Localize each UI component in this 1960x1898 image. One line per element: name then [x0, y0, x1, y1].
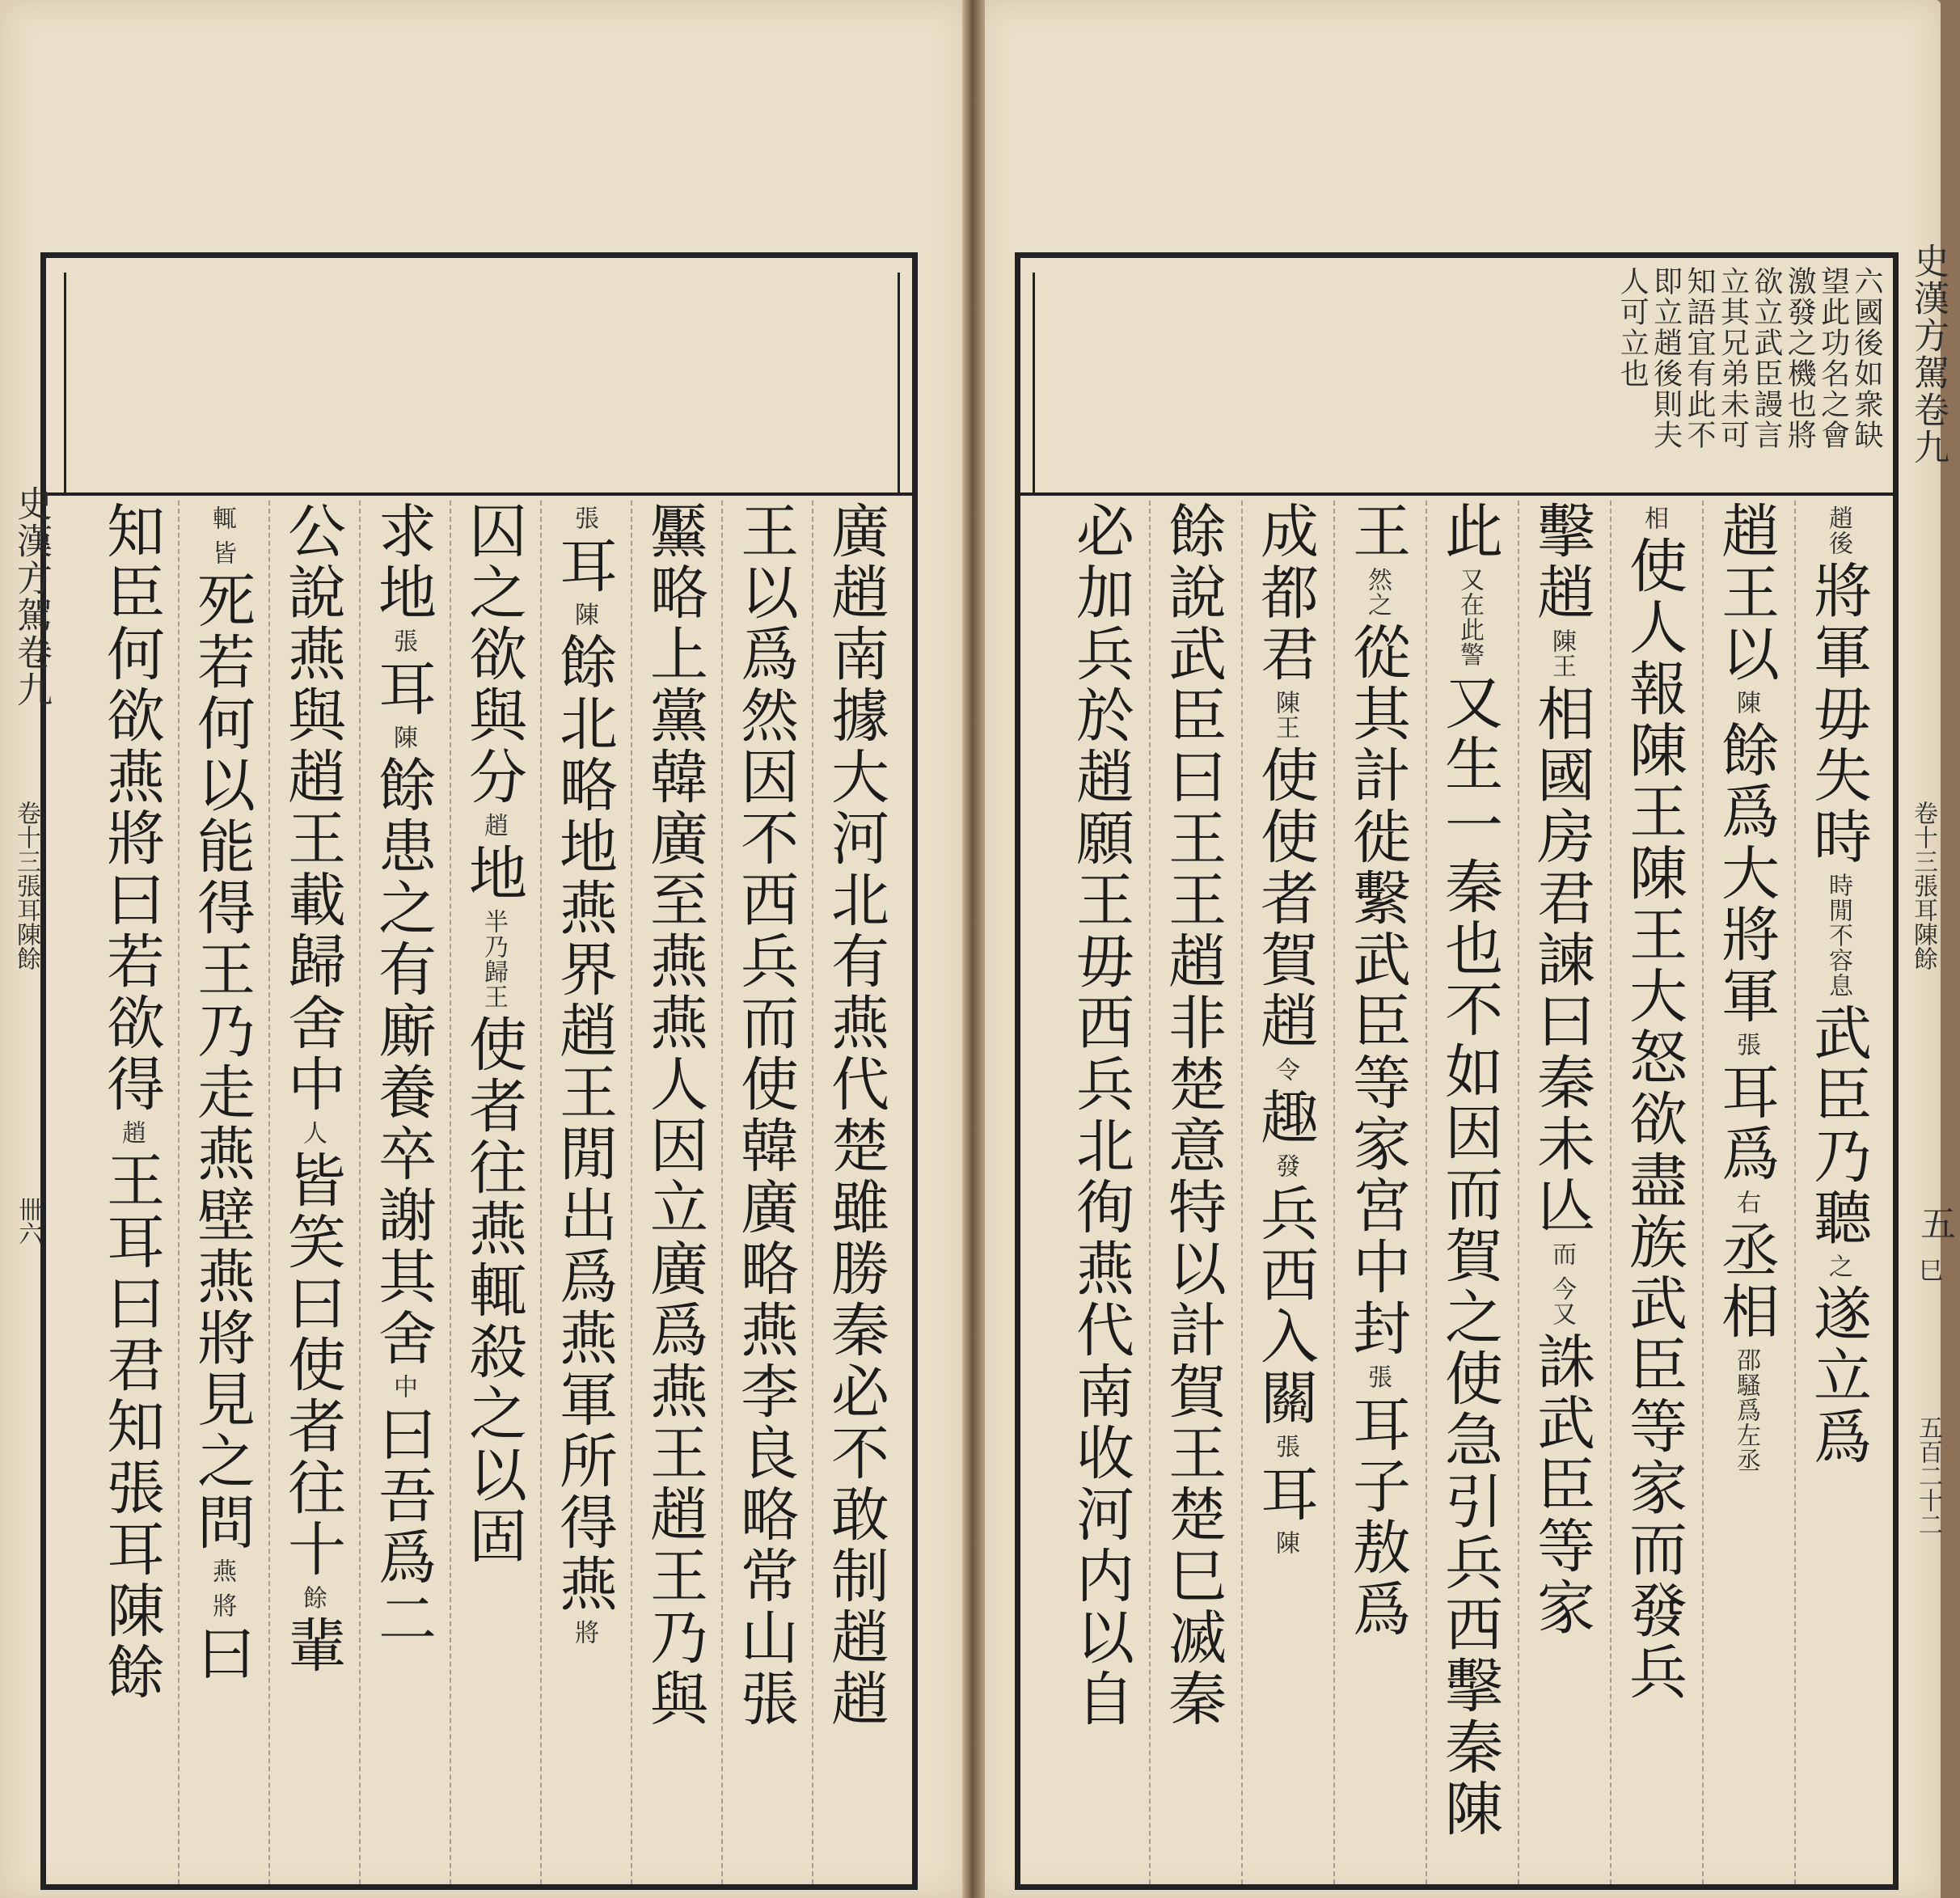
column-rule [359, 501, 361, 1884]
main-text: 趙王以 [1712, 501, 1780, 685]
column-rule [1149, 501, 1151, 1884]
main-text: 求地 [369, 501, 437, 624]
interlinear-note: 趙 [117, 1120, 146, 1145]
text-column [1620, 501, 1688, 1703]
main-text: 又生一秦也不如因而賀之使急引兵西擊秦陳 [1435, 672, 1503, 1840]
left-head-inner-line [64, 273, 66, 492]
interlinear-note: 中 [389, 1374, 417, 1399]
column-rule [1610, 501, 1612, 1884]
main-text: 地 [459, 843, 527, 904]
interlinear-note: 之 [1824, 1253, 1852, 1279]
interlinear-note: 陳 [1732, 690, 1760, 715]
main-text: 王 [1343, 501, 1411, 562]
main-text: 武臣乃聽 [1804, 1003, 1872, 1249]
interlinear-note: 張 [570, 505, 598, 531]
column-rule [540, 501, 542, 1884]
right-head-gloss [1616, 266, 1883, 450]
interlinear-note: 陳 [570, 602, 598, 627]
right-folio-mid: 巳 [1914, 1258, 1942, 1282]
main-text: 曰吾爲二 [369, 1404, 437, 1650]
interlinear-note: 時閒不容息 [1824, 873, 1852, 998]
interlinear-note: 將 [208, 1593, 236, 1618]
right-head-inner-line [1033, 273, 1035, 492]
main-text: 餘北略地燕界趙王閒出爲燕軍所得燕 [550, 632, 618, 1615]
interlinear-note: 相 [1640, 505, 1668, 531]
interlinear-note: 張 [1732, 1032, 1760, 1057]
interlinear-note: 陳王 [1548, 628, 1576, 678]
left-head-separator [46, 492, 912, 496]
right-header-label: 史漢方駕卷九 [1907, 243, 1949, 466]
column-rule [178, 501, 180, 1884]
interlinear-note: 陳 [389, 725, 417, 750]
main-text: 耳子敖爲 [1343, 1394, 1411, 1640]
text-column [369, 501, 437, 1650]
main-text: 必加兵於趙願王毋西兵北徇燕代南收河内以自 [1067, 501, 1134, 1730]
column-rule [812, 501, 813, 1884]
gloss-line: 欲立武臣謾言 [1749, 266, 1783, 450]
main-text: 耳 [1251, 1464, 1319, 1525]
interlinear-note: 又在此警 [1455, 567, 1484, 667]
interlinear-note: 趙後 [1824, 505, 1852, 556]
left-header-label: 史漢方駕卷九 [11, 485, 52, 708]
interlinear-note: 趙 [479, 813, 508, 838]
main-text: 相國房君諫曰秦未亾 [1527, 683, 1595, 1236]
text-column [1159, 501, 1227, 1730]
main-text: 將軍毋失時 [1804, 560, 1872, 868]
main-text: 誅武臣等家 [1527, 1331, 1595, 1638]
main-text: 廣趙南據大河北有燕代楚雖勝秦必不敢制趙趙 [822, 501, 889, 1730]
right-head-separator [1020, 492, 1893, 496]
column-rule [721, 501, 723, 1884]
column-rule [1426, 501, 1427, 1884]
main-text: 從其計徙繫武臣等家宮中封 [1343, 622, 1411, 1359]
interlinear-note: 將 [570, 1620, 598, 1645]
column-rule [1702, 501, 1704, 1884]
text-column [278, 501, 346, 1676]
gloss-line: 六國後如衆缺 [1850, 266, 1883, 450]
main-text: 使人報陳王陳王大怒欲盡族武臣等家而發兵 [1620, 535, 1688, 1703]
left-page-frame [40, 252, 918, 1890]
right-fold-label: 卷十三張耳陳餘 [1909, 801, 1937, 970]
column-rule [268, 501, 270, 1884]
main-text: 曰 [188, 1623, 256, 1685]
interlinear-note: 張 [389, 628, 417, 653]
text-column [97, 501, 165, 1703]
gloss-line: 望此功名之會 [1816, 266, 1850, 450]
interlinear-note: 陳王 [1271, 690, 1299, 740]
text-column [1343, 501, 1411, 1640]
main-text: 輩 [278, 1615, 346, 1676]
main-text: 囚之欲與分 [459, 501, 527, 808]
main-text: 餘爲大將軍 [1712, 720, 1780, 1027]
interlinear-note: 而 [1548, 1241, 1576, 1266]
main-text: 皆笑曰使者往十 [278, 1150, 346, 1580]
interlinear-note: 張 [1363, 1364, 1392, 1389]
left-head-inner-line-right [898, 273, 900, 492]
main-text: 使使者賀趙 [1251, 745, 1319, 1052]
interlinear-note: 發 [1271, 1153, 1299, 1178]
main-text: 趣 [1251, 1087, 1319, 1148]
main-text: 耳 [550, 535, 618, 597]
text-column [1804, 501, 1872, 1468]
text-column [822, 501, 889, 1730]
left-folio-bottom: 卌六 [14, 1197, 42, 1245]
text-column [640, 501, 708, 1730]
gloss-line: 激發之機也將 [1783, 266, 1817, 450]
main-text: 耳爲 [1712, 1062, 1780, 1185]
main-text: 公說燕與趙王載歸舍中 [278, 501, 346, 1115]
main-text: 擊趙 [1527, 501, 1595, 624]
main-text: 耳 [369, 658, 437, 720]
interlinear-note: 輒 [208, 505, 236, 531]
main-text: 知臣何欲燕將曰若欲得 [97, 501, 165, 1115]
text-column [1712, 501, 1780, 1477]
column-rule [1518, 501, 1519, 1884]
main-text: 黶略上黨韓廣至燕燕人因立廣爲燕王趙王乃與 [640, 501, 708, 1730]
interlinear-note: 邵騷爲左丞 [1732, 1347, 1760, 1473]
interlinear-note: 令 [1271, 1057, 1299, 1082]
text-column [550, 501, 618, 1650]
main-text: 丞相 [1712, 1220, 1780, 1342]
main-text: 王以爲然因不西兵而使韓廣略燕李良略常山張 [731, 501, 799, 1730]
text-column [1067, 501, 1134, 1730]
text-column [1435, 501, 1503, 1840]
main-text: 使者往燕輒殺之以固 [459, 1014, 527, 1567]
left-fold-label: 卷十三張耳陳餘 [12, 801, 40, 970]
interlinear-note: 半乃歸王 [479, 909, 508, 1009]
main-text: 遂立爲 [1804, 1283, 1872, 1468]
column-rule [631, 501, 632, 1884]
main-text: 兵西入關 [1251, 1183, 1319, 1429]
main-text: 餘患之有廝養卒謝其舍 [369, 755, 437, 1369]
text-column [188, 501, 256, 1685]
text-column [459, 501, 527, 1567]
text-column [731, 501, 799, 1730]
interlinear-note: 人 [298, 1120, 327, 1145]
interlinear-note: 陳 [1271, 1530, 1299, 1555]
column-rule [1241, 501, 1243, 1884]
main-text: 成都君 [1251, 501, 1319, 685]
interlinear-note: 燕 [208, 1558, 236, 1583]
gloss-line: 立其兄弟未可 [1716, 266, 1750, 450]
main-text: 此 [1435, 501, 1503, 562]
gloss-line: 即立趙後則夫 [1649, 266, 1683, 450]
interlinear-note: 然之 [1363, 567, 1392, 617]
interlinear-note: 張 [1271, 1434, 1299, 1459]
right-folio-bottom: 五百二十二 [1914, 1415, 1942, 1537]
main-text: 王耳曰君知張耳陳餘 [97, 1150, 165, 1703]
text-column [1527, 501, 1595, 1638]
interlinear-note: 皆 [208, 540, 236, 565]
right-page-frame [1015, 252, 1899, 1890]
main-text: 餘說武臣曰王王趙非楚意特以計賀王楚巳㓕秦 [1159, 501, 1227, 1730]
interlinear-note: 右 [1732, 1190, 1760, 1215]
interlinear-note: 餘 [298, 1585, 327, 1610]
text-column [1251, 501, 1319, 1560]
book-gutter [962, 0, 985, 1898]
gloss-line: 人可立也 [1616, 266, 1650, 389]
interlinear-note: 今又 [1548, 1276, 1576, 1326]
right-folio-top: 五 [1914, 1205, 1955, 1241]
column-rule [450, 501, 451, 1884]
main-text: 死若何以能得王乃走燕壁燕將見之問 [188, 570, 256, 1553]
column-rule [1794, 501, 1796, 1884]
gloss-line: 知語宜有此不 [1683, 266, 1717, 450]
column-rule [1333, 501, 1335, 1884]
